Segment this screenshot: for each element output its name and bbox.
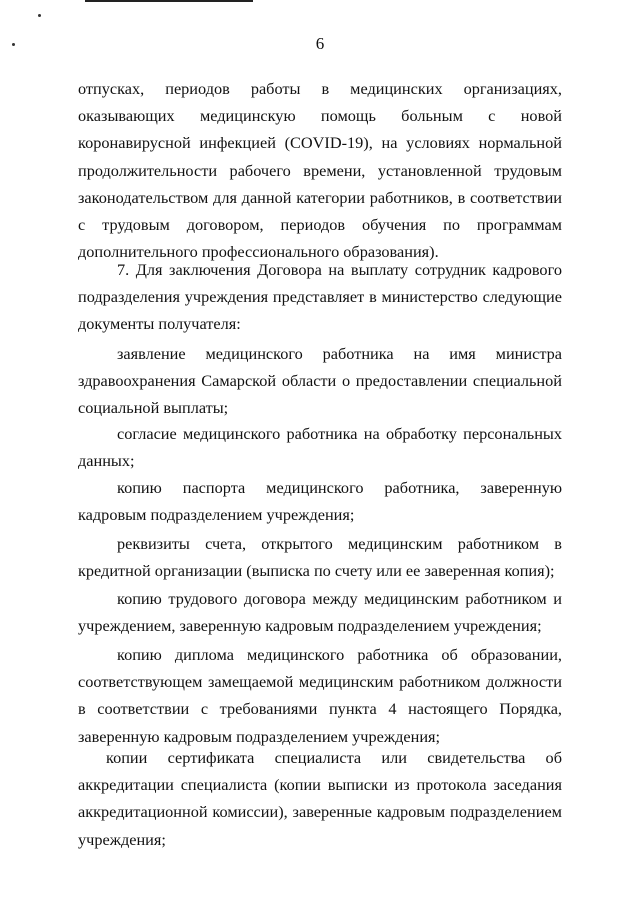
paragraph-item-7: 7. Для заключения Договора на выплату сотрудник кадрового подразделения учреждения представляет в министерство следующие документы получателя: bbox=[78, 260, 562, 334]
list-item-bank-details: реквизиты счета, открытого медицинским работником в кредитной организации (выписка по счету или ее заверенная копия); bbox=[78, 534, 562, 581]
top-rule bbox=[85, 0, 253, 2]
list-item-diploma: копию диплома медицинского работника об образовании, соответствующем замещаемой медицинским работником должности в соответствии с требованиями пункта 4 настоящего Порядка, заверенную кадровым подразделением учреждения; bbox=[78, 645, 562, 746]
paragraph-continuation: отпусках, периодов работы в медицинских организациях, оказывающих медицинскую помощь больным с новой коронавирусной инфекцией (COVID-19), на условиях нормальной продолжительности рабочего времени, установленной трудовым законодательством для данной категории работников, в соответствии с трудовым договором, периодов обучения по программам дополнительного профессионального образования). bbox=[78, 79, 562, 262]
list-item-consent: согласие медицинского работника на обработку персональных данных; bbox=[78, 424, 562, 471]
list-item-labor-contract: копию трудового договора между медицинским работником и учреждением, заверенную кадровым подразделением учреждения; bbox=[78, 589, 562, 636]
list-item-passport: копию паспорта медицинского работника, заверенную кадровым подразделением учреждения; bbox=[78, 478, 562, 525]
page-number: 6 bbox=[315, 34, 325, 53]
list-item-certificate: копии сертификата специалиста или свидетельства об аккредитации специалиста (копии выписки из протокола заседания аккредитационной комиссии), заверенные кадровым подразделением учреждения; bbox=[78, 748, 562, 849]
list-item-application: заявление медицинского работника на имя министра здравоохранения Самарской области о предоставлении специальной социальной выплаты; bbox=[78, 344, 562, 418]
scan-speck bbox=[38, 14, 41, 17]
